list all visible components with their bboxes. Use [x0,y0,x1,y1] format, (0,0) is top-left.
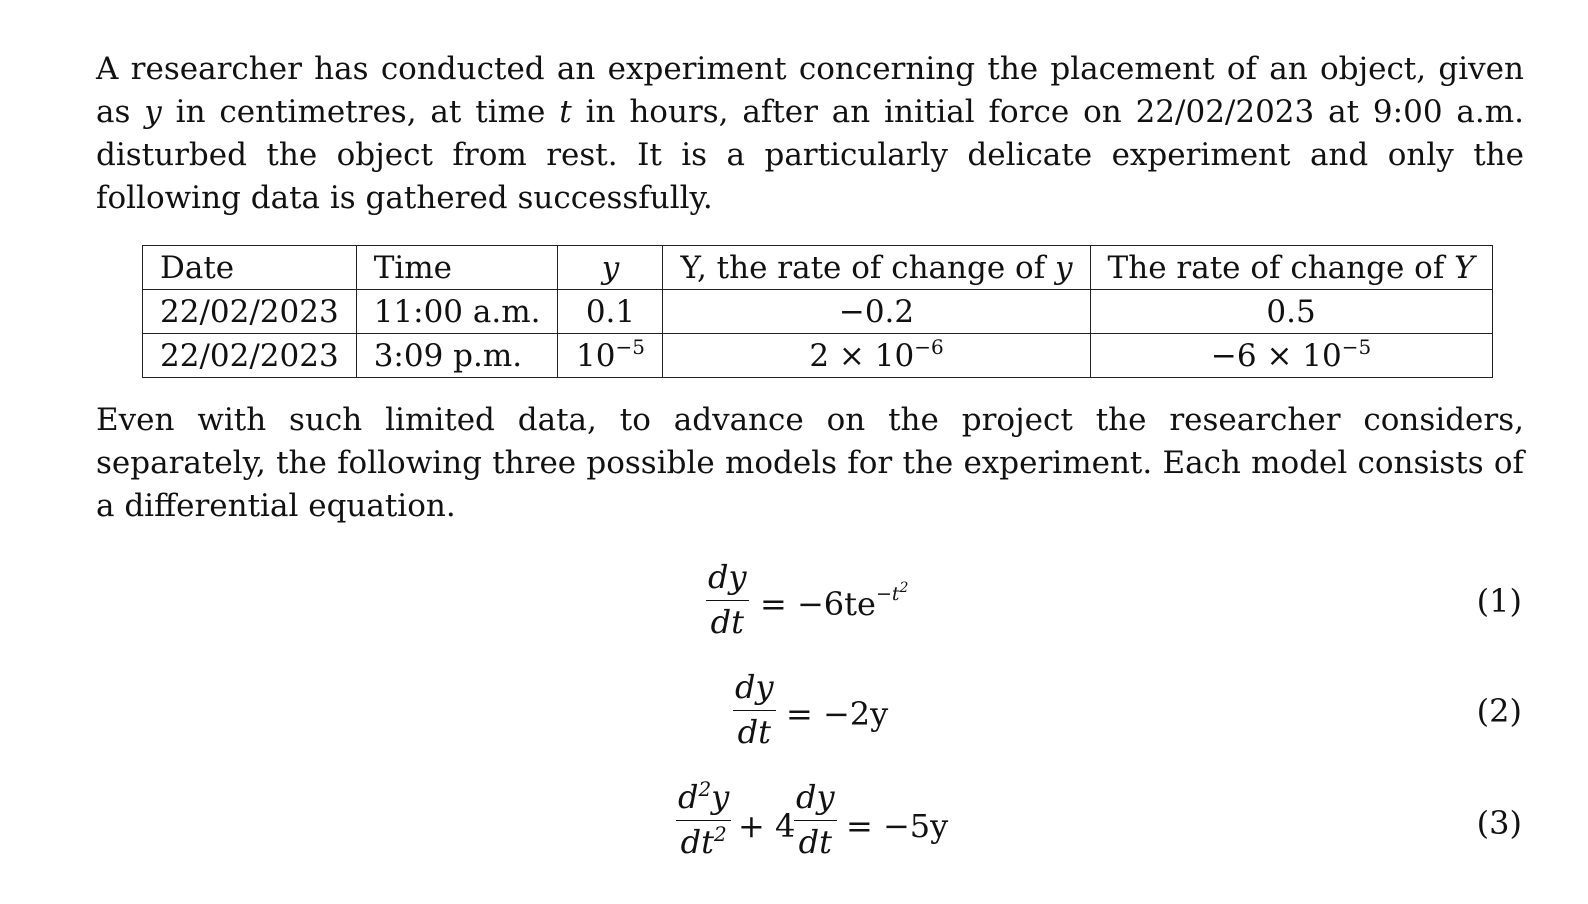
header-rate-y [663,246,1090,290]
eq2-numerator: dy [735,668,774,706]
equation-1 [0,560,1588,650]
intro-text-2: in centimetres, at time [161,94,560,130]
header-y: y [558,246,663,290]
eq1-rhs-exp-base: −t [875,583,900,605]
eq2-number: (2) [1476,692,1522,730]
cell-y-base: 10 [576,337,616,374]
models-paragraph: Even with such limited data, to advance on the project the researcher considers, separately, the following three possible models for the experiment. Each model consists of a differential equation. [96,402,1524,524]
header-rate-y-var: y [1055,249,1073,286]
eq2-fraction-bar [733,710,776,711]
cell-y [558,334,663,378]
table-row [143,334,1493,378]
eq1-rhs [760,580,909,624]
eq1-rhs-exp [875,580,909,605]
eq3-numerator [676,777,731,816]
eq3-num-exp: 2 [698,777,712,801]
cell-rate-Y [1090,334,1492,378]
header-date: Date [143,246,357,290]
table-row [143,290,1493,334]
cell-rate-y [663,290,1090,334]
cell-rate-y-exp: −6 [914,334,944,359]
eq3-plus-four: + 4 [738,807,796,845]
var-y: y [144,94,162,130]
table-header-row [143,246,1493,290]
eq3-mid-numerator: dy [796,778,835,816]
eq1-fraction-bar [706,600,749,601]
header-rate-Y [1090,246,1492,290]
eq3-fraction-bar [676,820,731,821]
eq1-denominator: dt [710,603,744,641]
eq1-fraction [706,560,749,639]
eq3-fraction-first-derivative [794,780,837,859]
eq2-denominator: dt [737,713,771,751]
intro-paragraph [96,48,1524,220]
cell-rate-y [663,334,1090,378]
eq2-fraction [733,670,776,749]
header-time: Time [356,246,558,290]
eq3-denominator [679,822,729,861]
var-t: t [559,94,572,130]
intro-text-1: A researcher has conducted an experiment concerning the placement of an object, given as [96,51,1524,130]
cell-rate-Y-base: −6 × 10 [1210,337,1342,374]
cell-y-exp: −5 [615,334,645,359]
cell-date: 22/02/2023 [143,334,357,378]
header-rate-Y-var: Y [1454,249,1475,286]
eq1-rhs-main: = −6te [760,585,876,623]
eq3-den-dt: dt [680,823,714,861]
eq1-number: (1) [1476,582,1522,620]
cell-y [558,290,663,334]
cell-rate-Y-base: 0.5 [1266,293,1316,330]
eq3-mid-denominator: dt [798,823,832,861]
equation-2 [0,670,1588,760]
eq3-den-exp: 2 [713,822,727,846]
data-table [142,245,1493,378]
cell-rate-y-base: 2 × 10 [809,337,915,374]
cell-rate-Y [1090,290,1492,334]
eq2-rhs: = −2y [786,695,889,733]
eq3-rhs: = −5y [846,807,949,845]
header-rate-y-text: Y, the rate of change of [680,249,1056,286]
eq3-num-d: d [678,778,699,816]
intro-text-3: in hours, after an initial force on 22/02/2023 at 9:00 a.m. disturbed the object from rest. It is a particularly delicate experiment and only the following data is gathered successfully. [96,94,1524,216]
eq3-number: (3) [1476,804,1522,842]
eq1-numerator: dy [708,558,747,596]
cell-time: 11:00 a.m. [356,290,558,334]
eq3-mid-fraction-bar [794,820,837,821]
cell-time: 3:09 p.m. [356,334,558,378]
cell-rate-y-base: −0.2 [838,293,915,330]
eq3-fraction-second-derivative [676,777,731,861]
cell-y-base: 0.1 [585,293,636,330]
header-rate-Y-text: The rate of change of [1107,249,1455,286]
equation-3 [0,777,1588,880]
eq3-num-y: y [711,778,730,816]
cell-rate-Y-exp: −5 [1341,334,1372,359]
cell-date: 22/02/2023 [143,290,357,334]
eq1-rhs-exp-power: 2 [899,580,909,596]
